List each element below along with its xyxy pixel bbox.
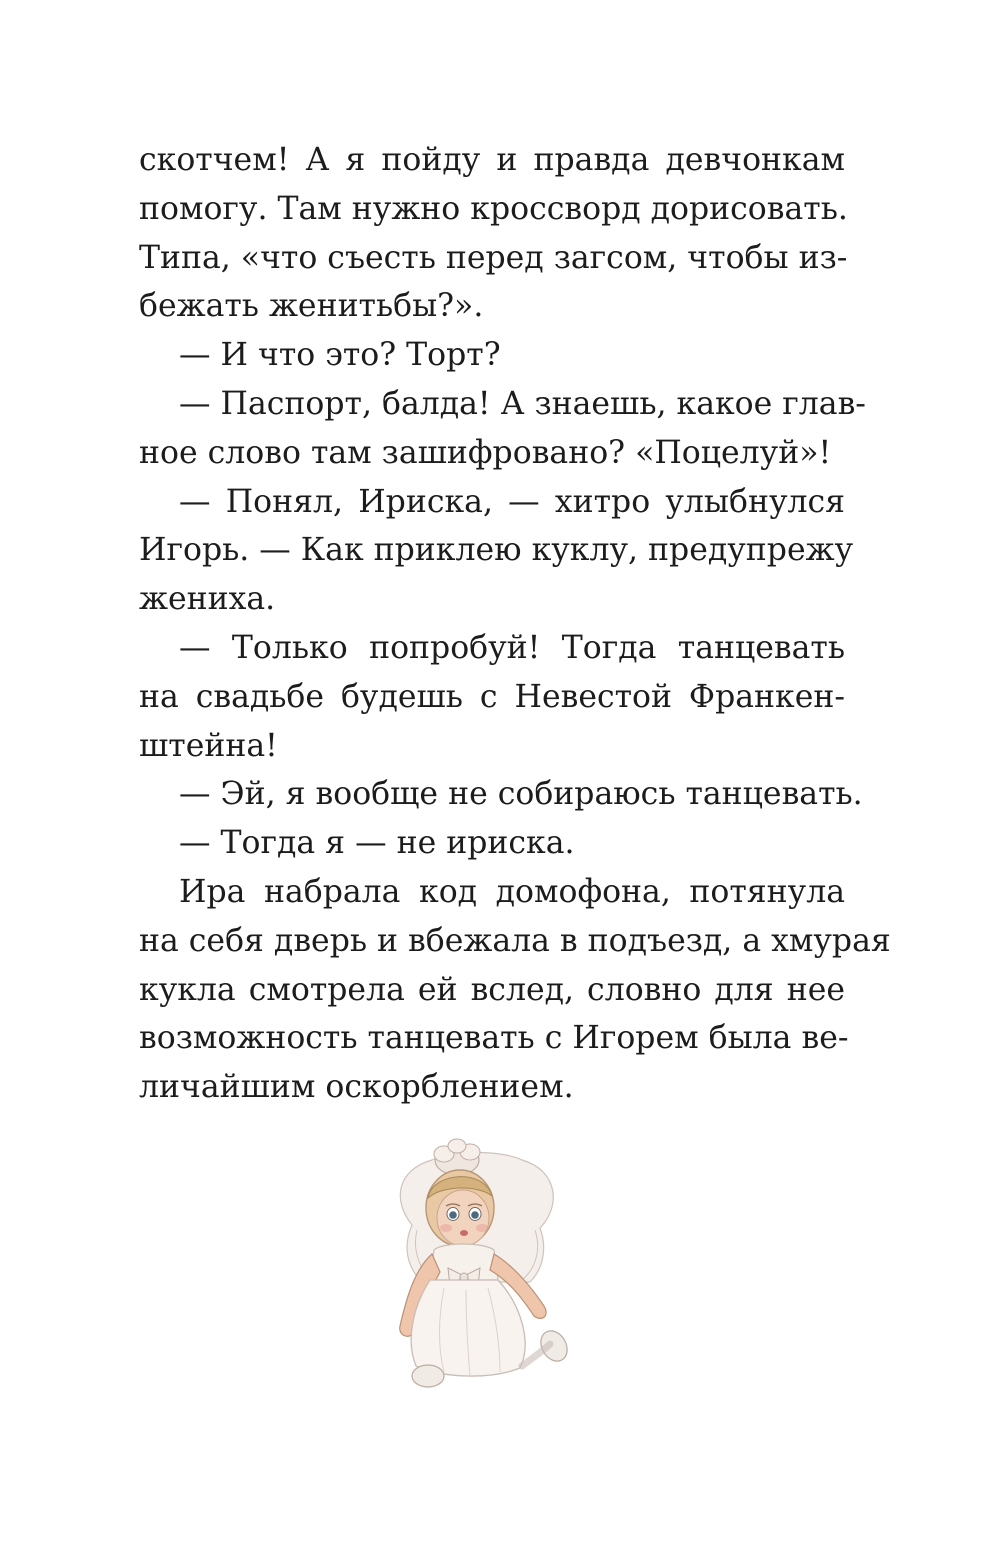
text-line: Типа, «что съесть перед загсом, чтобы из- — [139, 239, 848, 276]
dialogue-line: — Только попробуй! Тогда танцевать — [179, 629, 845, 666]
dialogue-line: — Понял, Ириска, — хитро улыбнулся — [179, 483, 845, 520]
text-line: помогу. Там нужно кроссворд дорисовать. — [139, 190, 848, 227]
doll-in-wedding-dress-illustration — [372, 1130, 582, 1400]
dialogue-line: — Эй, я вообще не собираюсь танцевать. — [179, 776, 863, 813]
text-line: Игорь. — Как приклею куклу, предупрежу — [139, 532, 854, 569]
text-line: кукла смотрела ей вслед, словно для нее — [139, 971, 845, 1008]
text-line: ное слово там зашифровано? «Поцелуй»! — [139, 434, 832, 471]
text-line: на себя дверь и вбежала в подъезд, а хмурая — [139, 922, 891, 959]
text-line: скотчем! А я пойду и правда девчонкам — [139, 142, 845, 178]
text-line: бежать женитьбы?». — [139, 288, 484, 325]
text-line: жениха. — [139, 581, 276, 618]
doll-illustration — [372, 1130, 582, 1400]
text-line: возможность танцевать с Игорем была ве- — [139, 1020, 849, 1057]
dialogue-line: — И что это? Торт? — [179, 337, 501, 374]
dialogue-line: — Паспорт, балда! А знаешь, какое глав- — [179, 385, 866, 422]
text-line: на свадьбе будешь с Невестой Франкен- — [139, 678, 845, 715]
text-line: личайшим оскорблением. — [139, 1069, 574, 1106]
dialogue-line: — Тогда я — не ириска. — [179, 825, 575, 862]
text-line: штейна! — [139, 727, 278, 764]
body-text — [139, 136, 891, 1112]
paragraph-first-line: Ира набрала код домофона, потянула — [179, 873, 845, 910]
